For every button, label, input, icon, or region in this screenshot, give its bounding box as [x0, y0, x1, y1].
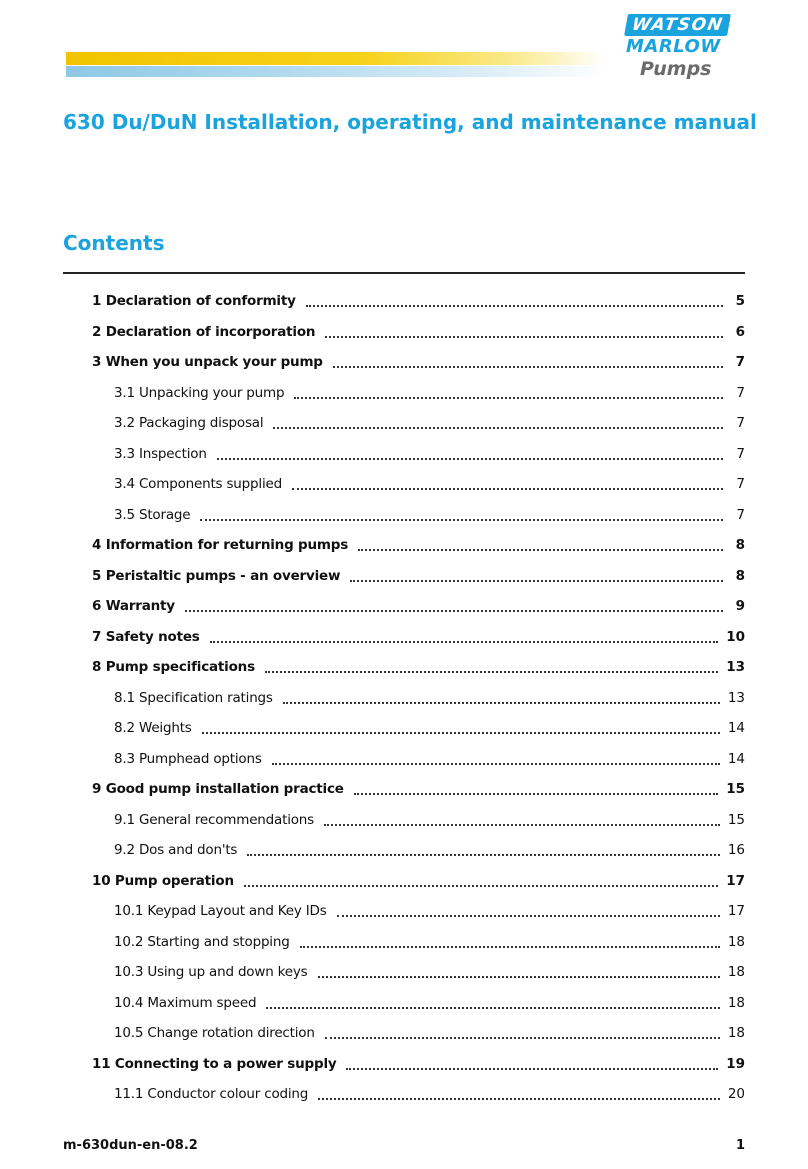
toc-entry-page: 5 [735, 293, 745, 309]
toc-entry[interactable] [92, 562, 745, 584]
toc-entry-page: 7 [736, 384, 745, 401]
toc-entry-label: 10 Pump operation [92, 872, 234, 889]
toc-dot-leader [294, 397, 723, 399]
toc-entry-page: 13 [727, 689, 745, 706]
toc-entry[interactable] [114, 409, 745, 431]
toc-dot-leader [217, 458, 723, 460]
toc-entry-page: 7 [736, 415, 745, 431]
toc-entry-label: 8.1 Specification ratings [114, 689, 273, 706]
toc-dot-leader [350, 580, 723, 582]
toc-dot-leader [325, 1037, 720, 1039]
toc-dot-leader [318, 1098, 720, 1100]
toc-entry-label: 7 Safety notes [92, 628, 200, 645]
toc-entry-label: 10.2 Starting and stopping [114, 933, 290, 950]
toc-entry-label: 3.1 Unpacking your pump [114, 384, 285, 401]
toc-entry-page: 8 [735, 567, 745, 584]
toc-dot-leader [200, 519, 723, 521]
toc-dot-leader [202, 732, 720, 734]
toc-entry-label: 9.1 General recommendations [114, 811, 314, 828]
toc-entry-page: 9 [735, 598, 745, 614]
toc-entry[interactable] [114, 989, 745, 1011]
toc-entry-label: 6 Warranty [92, 598, 175, 614]
toc-dot-leader [266, 1007, 719, 1009]
toc-entry[interactable] [92, 287, 745, 309]
toc-entry-page: 6 [735, 323, 745, 340]
logo-text-watson: WATSON [624, 14, 731, 36]
toc-entry-page: 14 [727, 720, 745, 736]
toc-entry[interactable] [92, 531, 745, 553]
toc-dot-leader [283, 702, 720, 704]
toc-entry-page: 17 [726, 872, 745, 889]
logo-text-pumps: Pumps [640, 58, 712, 80]
toc-entry[interactable] [114, 1080, 745, 1102]
toc-entry[interactable] [114, 1019, 745, 1041]
toc-dot-leader [273, 427, 723, 429]
toc-entry-page: 18 [727, 1025, 745, 1041]
toc-entry-label: 10.5 Change rotation direction [114, 1025, 315, 1041]
toc-entry-page: 18 [727, 933, 745, 950]
toc-entry-label: 9.2 Dos and don'ts [114, 842, 238, 858]
toc-entry[interactable] [114, 440, 745, 462]
toc-entry-label: 8.2 Weights [114, 720, 192, 736]
toc-entry-label: 10.1 Keypad Layout and Key IDs [114, 903, 327, 919]
toc-entry[interactable] [114, 684, 745, 706]
toc-entry[interactable] [92, 592, 745, 614]
toc-dot-leader [333, 366, 723, 368]
document-title: 630 Du/DuN Installation, operating, and maintenance manual [63, 110, 757, 134]
toc-entry-page: 7 [736, 506, 745, 523]
toc-dot-leader [306, 305, 723, 307]
toc-entry[interactable] [114, 714, 745, 736]
toc-entry-page: 18 [727, 964, 745, 980]
footer-document-code: m-630dun-en-08.2 [63, 1138, 198, 1153]
toc-dot-leader [272, 763, 720, 765]
toc-entry[interactable] [92, 623, 745, 645]
toc-entry-label: 4 Information for returning pumps [92, 537, 349, 553]
toc-dot-leader [292, 488, 723, 490]
toc-entry-page: 10 [726, 628, 745, 645]
toc-entry-label: 3.3 Inspection [114, 445, 207, 462]
toc-entry-label: 3.4 Components supplied [114, 476, 282, 492]
logo-text-marlow: MARLOW [626, 36, 721, 57]
toc-entry-label: 10.3 Using up and down keys [114, 964, 308, 980]
header-band-yellow [66, 52, 606, 65]
toc-entry-label: 10.4 Maximum speed [114, 994, 257, 1011]
toc-entry-page: 20 [727, 1086, 745, 1102]
toc-dot-leader [325, 336, 723, 338]
toc-entry[interactable] [92, 775, 745, 797]
toc-entry-page: 14 [727, 750, 745, 767]
toc-entry-label: 3.2 Packaging disposal [114, 415, 264, 431]
toc-entry-page: 17 [727, 903, 745, 919]
contents-divider [63, 272, 745, 274]
toc-dot-leader [346, 1068, 718, 1070]
contents-heading: Contents [63, 231, 165, 255]
toc-entry-label: 5 Peristaltic pumps - an overview [92, 567, 341, 584]
toc-entry-page: 16 [727, 842, 745, 858]
toc-dot-leader [185, 610, 723, 612]
toc-entry-page: 7 [736, 445, 745, 462]
toc-entry[interactable] [114, 501, 745, 523]
toc-entry-page: 7 [735, 354, 745, 370]
toc-dot-leader [318, 976, 720, 978]
header-color-band [66, 52, 606, 77]
toc-entry-page: 18 [727, 994, 745, 1011]
watson-marlow-logo [622, 14, 744, 88]
toc-entry[interactable] [114, 379, 745, 401]
header-band-blue [66, 66, 606, 77]
toc-entry[interactable] [92, 348, 745, 370]
toc-entry-page: 15 [726, 781, 745, 797]
footer-page-number: 1 [735, 1138, 745, 1153]
toc-dot-leader [324, 824, 720, 826]
toc-entry-page: 13 [726, 659, 745, 675]
toc-entry-label: 3.5 Storage [114, 506, 191, 523]
toc-entry[interactable] [114, 745, 745, 767]
toc-entry-label: 3 When you unpack your pump [92, 354, 323, 370]
toc-entry-label: 8.3 Pumphead options [114, 750, 262, 767]
toc-entry-page: 7 [736, 476, 745, 492]
toc-entry[interactable] [92, 867, 745, 889]
toc-dot-leader [244, 885, 718, 887]
toc-dot-leader [210, 641, 719, 643]
toc-entry[interactable] [114, 806, 745, 828]
toc-dot-leader [358, 549, 723, 551]
toc-entry-page: 19 [726, 1055, 745, 1072]
toc-dot-leader [337, 915, 720, 917]
toc-entry[interactable] [92, 1050, 745, 1072]
toc-entry-label: 11.1 Conductor colour coding [114, 1086, 309, 1102]
toc-entry-page: 15 [727, 811, 745, 828]
toc-entry-label: 8 Pump specifications [92, 659, 255, 675]
toc-dot-leader [354, 793, 718, 795]
toc-entry-label: 1 Declaration of conformity [92, 293, 296, 309]
toc-entry[interactable] [92, 653, 745, 675]
toc-entry[interactable] [114, 470, 745, 492]
toc-entry-page: 8 [735, 537, 745, 553]
toc-entry[interactable] [92, 318, 745, 340]
toc-dot-leader [300, 946, 720, 948]
toc-dot-leader [247, 854, 720, 856]
toc-entry[interactable] [114, 928, 745, 950]
toc-dot-leader [265, 671, 718, 673]
toc-entry[interactable] [114, 958, 745, 980]
toc-entry-label: 2 Declaration of incorporation [92, 323, 316, 340]
toc-entry-label: 9 Good pump installation practice [92, 781, 344, 797]
toc-entry-label: 11 Connecting to a power supply [92, 1055, 337, 1072]
toc-entry[interactable] [114, 836, 745, 858]
toc-entry[interactable] [114, 897, 745, 919]
